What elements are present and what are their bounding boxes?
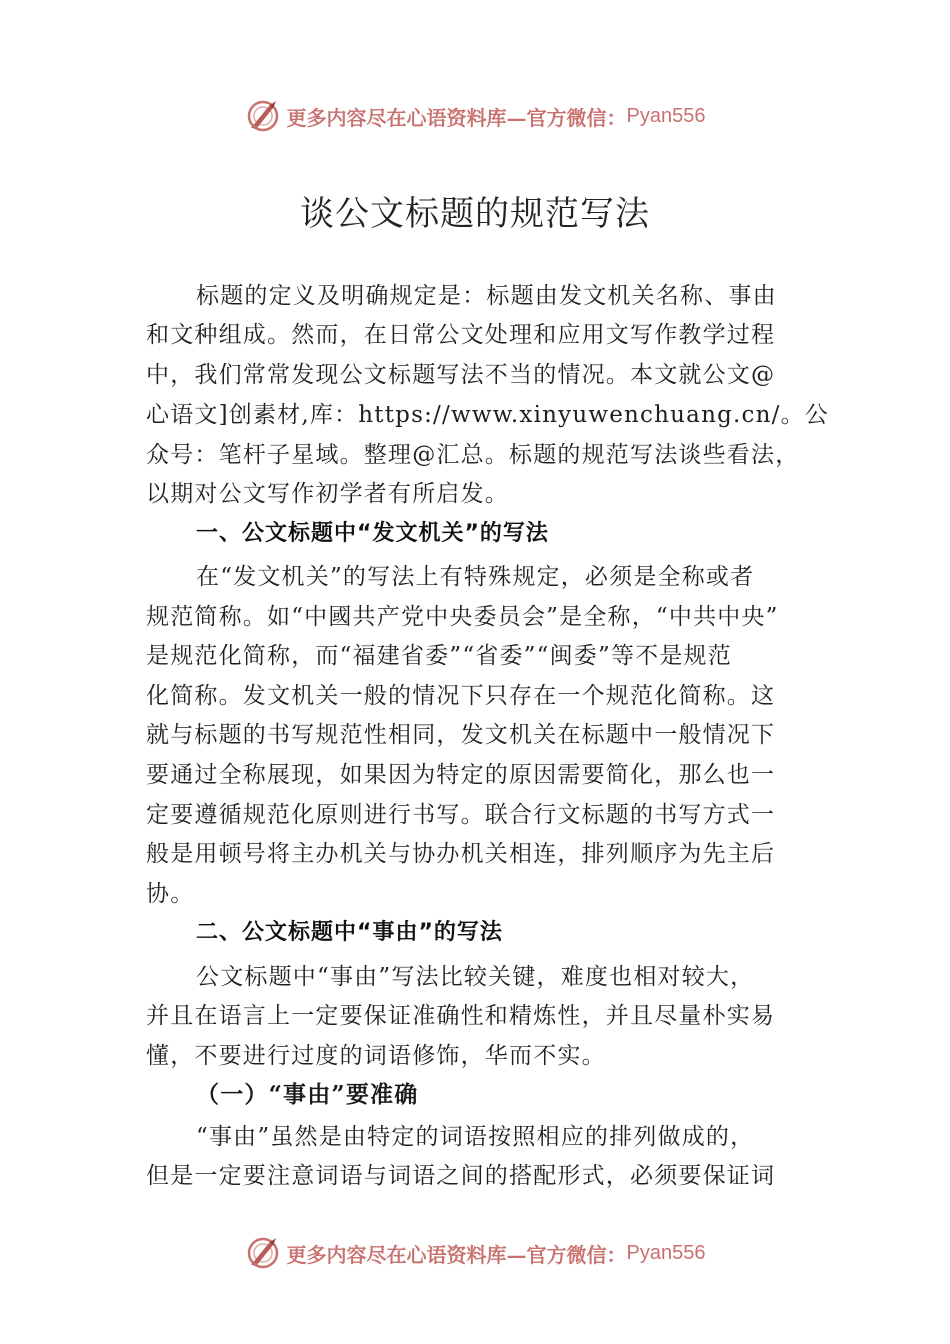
paragraph-line: 定要遵循规范化原则进行书写。联合行文标题的书写方式一 — [146, 802, 776, 828]
document-title: 谈公文标题的规范写法 — [300, 194, 650, 234]
quill-seal-icon — [245, 1235, 281, 1271]
paragraph-line: “事由”虽然是由特定的词语按照相应的排列做成的， — [196, 1124, 755, 1150]
paragraph-line: 标题的定义及明确规定是：标题由发文机关名称、事由 — [196, 283, 777, 309]
paragraph-line: 协。 — [146, 881, 195, 907]
section-heading-1: 一、公文标题中“发文机关”的写法 — [196, 521, 549, 546]
paragraph-line: 众号：笔杆子星域。整理@汇总。标题的规范写法谈些看法， — [146, 442, 800, 468]
paragraph-line: 是规范化简称，而“福建省委”“省委”“闽委”等不是规范 — [146, 643, 732, 669]
watermark-bottom — [0, 1233, 950, 1273]
paragraph-line: 和文种组成。然而，在日常公文处理和应用文写作教学过程 — [146, 322, 776, 348]
paragraph-line: 在“发文机关”的写法上有特殊规定，必须是全称或者 — [196, 564, 755, 590]
paragraph-line: 并且在语言上一定要保证准确性和精炼性，并且尽量朴实易 — [146, 1003, 776, 1029]
paragraph-line: 中，我们常常发现公文标题写法不当的情况。本文就公文@ — [146, 362, 776, 388]
paragraph-line: 以期对公文写作初学者有所启发。 — [146, 481, 509, 507]
paragraph-line: 规范简称。如“中國共产党中央委员会”是全称，“中共中央” — [146, 604, 779, 630]
watermark-text-cn: 更多内容尽在心语资料库—官方微信： — [286, 1242, 627, 1267]
watermark-text-id: Pyan556 — [626, 1241, 706, 1264]
section-heading-2: 二、公文标题中“事由”的写法 — [196, 920, 503, 945]
paragraph-line: 化简称。发文机关一般的情况下只存在一个规范化简称。这 — [146, 683, 776, 709]
subsection-heading-1: （一）“事由”要准确 — [196, 1081, 419, 1108]
watermark-text-cn: 更多内容尽在心语资料库—官方微信： — [286, 105, 627, 130]
paragraph-line: 懂，不要进行过度的词语修饰，华而不实。 — [146, 1043, 606, 1069]
paragraph-line: 就与标题的书写规范性相同，发文机关在标题中一般情况下 — [146, 722, 776, 748]
watermark-text-id: Pyan556 — [626, 104, 706, 127]
paragraph-line: 公文标题中“事由”写法比较关键，难度也相对较大， — [196, 964, 755, 990]
paragraph-line: 心语文]创素材,库：https://www.xinyuwenchuang.cn/。公 — [146, 402, 829, 428]
paragraph-line: 但是一定要注意词语与词语之间的搭配形式，必须要保证词 — [146, 1163, 776, 1189]
watermark-top — [0, 96, 950, 136]
quill-seal-icon — [245, 98, 281, 134]
paragraph-line: 般是用顿号将主办机关与协办机关相连，排列顺序为先主后 — [146, 841, 776, 867]
paragraph-line: 要通过全称展现，如果因为特定的原因需要简化，那么也一 — [146, 762, 776, 788]
